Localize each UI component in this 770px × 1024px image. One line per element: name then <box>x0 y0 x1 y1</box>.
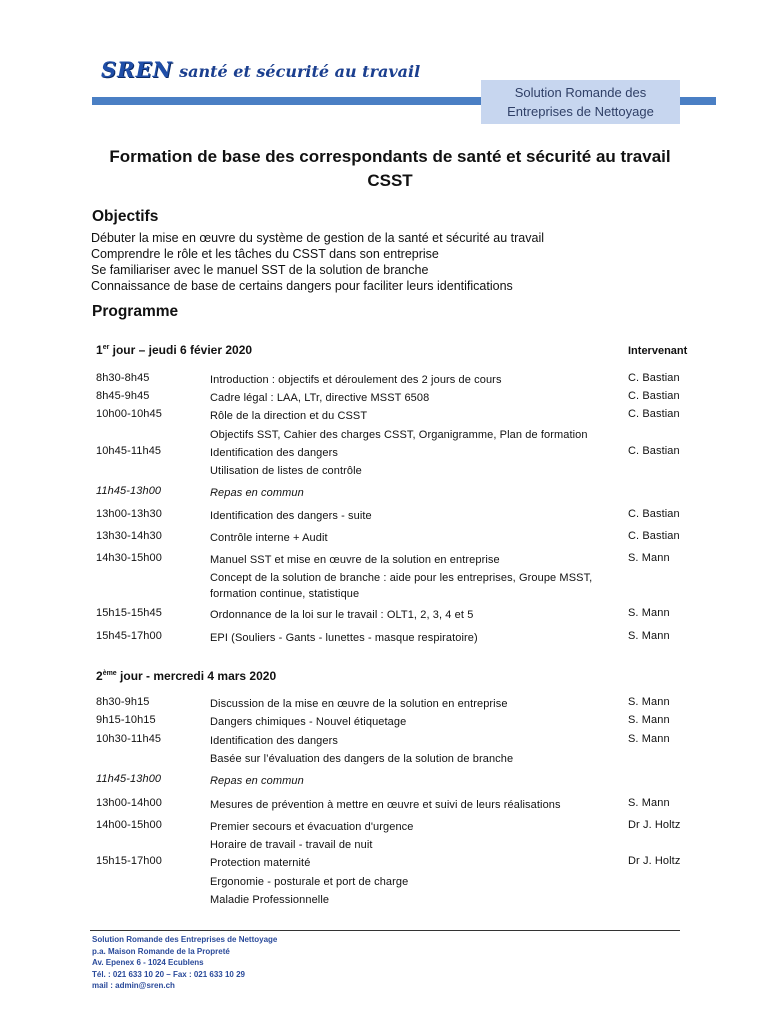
description-cell: Cadre légal : LAA, LTr, directive MSST 6508 <box>210 392 430 404</box>
time-cell: 10h45-11h45 <box>96 445 162 457</box>
objectif-item: Débuter la mise en œuvre du système de gestion de la santé et sécurité au travail <box>91 231 545 245</box>
programme-heading: Programme <box>92 303 179 320</box>
description-cell: Repas en commun <box>210 487 304 499</box>
time-cell: 8h45-9h45 <box>96 390 150 402</box>
speaker-cell: S. Mann <box>628 607 670 619</box>
description-cell: Mesures de prévention à mettre en œuvre et suivi de leurs réalisations <box>210 799 561 811</box>
intervenant-header: Intervenant <box>628 345 688 357</box>
description-cell: Maladie Professionnelle <box>210 894 330 906</box>
footer-divider <box>90 930 680 931</box>
description-cell: Protection maternité <box>210 857 311 869</box>
day1-label: jour – jeudi 6 févier 2020 <box>109 343 253 357</box>
day1-heading <box>96 343 252 357</box>
description-cell: Manuel SST et mise en œuvre de la solution en entreprise <box>210 554 500 566</box>
speaker-cell: S. Mann <box>628 797 670 809</box>
description-cell: Basée sur l’évaluation des dangers de la solution de branche <box>210 753 514 765</box>
description-cell: Concept de la solution de branche : aide pour les entreprises, Groupe MSST, formation continue, statistique <box>210 572 593 600</box>
document-title <box>70 145 710 193</box>
description-cell: Premier secours et évacuation d'urgence <box>210 821 414 833</box>
speaker-cell: C. Bastian <box>628 445 680 457</box>
footer-line: p.a. Maison Romande de la Propreté <box>92 946 230 956</box>
description-cell: Repas en commun <box>210 775 304 787</box>
objectif-item: Connaissance de base de certains dangers pour faciliter leurs identifications <box>91 279 513 293</box>
speaker-cell: C. Bastian <box>628 530 680 542</box>
speaker-cell: S. Mann <box>628 552 670 564</box>
logo-tagline: santé et sécurité au travail <box>179 62 421 81</box>
time-cell: 13h30-14h30 <box>96 530 162 542</box>
time-cell: 13h00-13h30 <box>96 508 162 520</box>
description-cell: Ordonnance de la loi sur le travail : OLT1, 2, 3, 4 et 5 <box>210 609 474 621</box>
speaker-cell: C. Bastian <box>628 408 680 420</box>
description-cell: Discussion de la mise en œuvre de la solution en entreprise <box>210 698 508 710</box>
org-line-2: Entreprises de Nettoyage <box>507 104 654 119</box>
time-cell: 13h00-14h00 <box>96 797 162 809</box>
speaker-cell: Dr J. Holtz <box>628 819 681 831</box>
description-cell: Contrôle interne + Audit <box>210 532 328 544</box>
description-cell: Identification des dangers <box>210 735 338 747</box>
title-line-1: Formation de base des correspondants de santé et sécurité au travail <box>109 147 671 166</box>
day2-heading <box>96 669 276 683</box>
org-line-1: Solution Romande des <box>514 85 647 100</box>
day2-sup: ème <box>102 670 117 677</box>
speaker-cell: S. Mann <box>628 733 670 745</box>
time-cell: 14h30-15h00 <box>96 552 162 564</box>
time-cell: 15h45-17h00 <box>96 630 162 642</box>
footer-line: mail : admin@sren.ch <box>92 981 175 990</box>
speaker-cell: C. Bastian <box>628 372 680 384</box>
objectifs-heading: Objectifs <box>92 208 159 225</box>
description-cell: Introduction : objectifs et déroulement des 2 jours de cours <box>210 374 502 386</box>
description-cell: Horaire de travail - travail de nuit <box>210 839 373 851</box>
description-cell: Identification des dangers - suite <box>210 510 372 522</box>
speaker-cell: S. Mann <box>628 714 670 726</box>
description-cell: Rôle de la direction et du CSST <box>210 410 368 422</box>
day2-label: jour - mercredi 4 mars 2020 <box>116 669 277 683</box>
description-cell: Ergonomie - posturale et port de charge <box>210 876 409 888</box>
speaker-cell: C. Bastian <box>628 508 680 520</box>
speaker-cell: S. Mann <box>628 630 670 642</box>
time-cell: 8h30-8h45 <box>96 372 150 384</box>
time-cell: 15h15-17h00 <box>96 855 162 867</box>
time-cell: 8h30-9h15 <box>96 696 150 708</box>
time-cell: 9h15-10h15 <box>96 714 156 726</box>
description-cell: Dangers chimiques - Nouvel étiquetage <box>210 716 407 728</box>
time-cell: 10h00-10h45 <box>96 408 162 420</box>
time-cell: 11h45-13h00 <box>96 485 162 497</box>
objectif-item: Se familiariser avec le manuel SST de la solution de branche <box>91 263 429 277</box>
time-cell: 15h15-15h45 <box>96 607 162 619</box>
day1-number: 1 <box>96 343 103 357</box>
time-cell: 14h00-15h00 <box>96 819 162 831</box>
day2-number: 2 <box>96 669 103 683</box>
org-box <box>481 80 680 124</box>
speaker-cell: C. Bastian <box>628 390 680 402</box>
speaker-cell: S. Mann <box>628 696 670 708</box>
footer-line: Av. Epenex 6 - 1024 Ecublens <box>92 958 204 967</box>
footer-line: Tél. : 021 633 10 20 – Fax : 021 633 10 29 <box>92 969 245 979</box>
logo <box>101 57 420 82</box>
time-cell: 10h30-11h45 <box>96 733 162 745</box>
time-cell: 11h45-13h00 <box>96 773 162 785</box>
logo-brand: SREN <box>101 57 173 82</box>
description-cell: Identification des dangers <box>210 447 338 459</box>
day1-sup: er <box>102 344 110 351</box>
title-line-2: CSST <box>367 171 413 190</box>
description-cell: Objectifs SST, Cahier des charges CSST, Organigramme, Plan de formation <box>210 429 588 441</box>
speaker-cell: Dr J. Holtz <box>628 855 681 867</box>
footer-line: Solution Romande des Entreprises de Nettoyage <box>92 935 278 944</box>
description-cell: EPI (Souliers - Gants - lunettes - masque respiratoire) <box>210 632 478 644</box>
objectif-item: Comprendre le rôle et les tâches du CSST dans son entreprise <box>91 247 439 261</box>
description-cell: Utilisation de listes de contrôle <box>210 465 362 477</box>
footer <box>92 934 277 992</box>
